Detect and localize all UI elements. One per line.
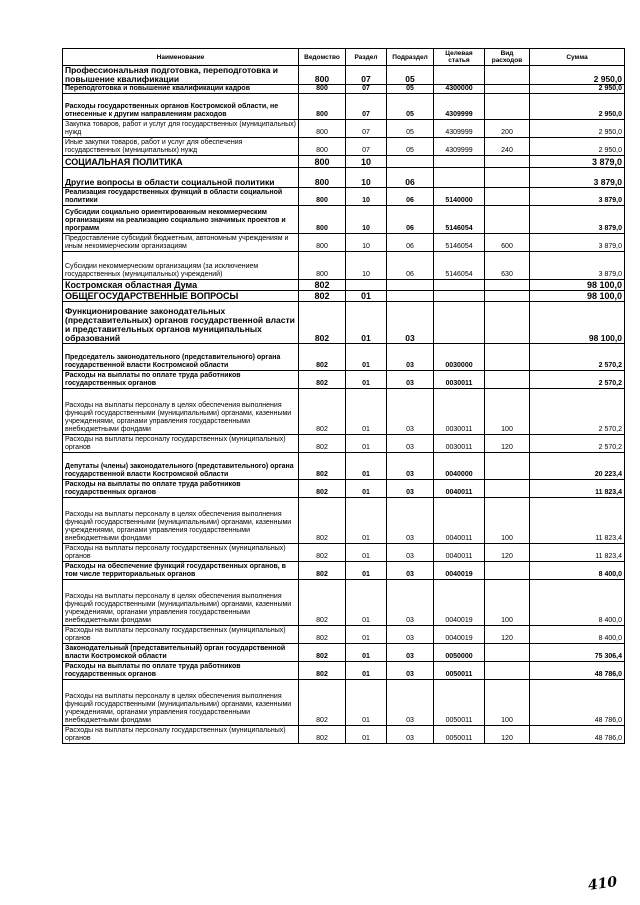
row-department: 802	[299, 302, 346, 344]
row-target-article: 0040011	[434, 480, 485, 498]
row-target-article: 0050011	[434, 662, 485, 680]
row-expense-type	[485, 85, 530, 94]
row-subsection: 05	[387, 94, 434, 120]
row-subsection: 06	[387, 168, 434, 188]
row-amount: 98 100,0	[530, 302, 625, 344]
table-row	[63, 94, 625, 120]
row-department: 800	[299, 85, 346, 94]
row-target-article: 0040000	[434, 453, 485, 480]
row-amount: 3 879,0	[530, 234, 625, 252]
row-section: 01	[346, 302, 387, 344]
header-expense-type: Вид расходов	[485, 49, 530, 66]
row-target-article	[434, 156, 485, 168]
row-section: 01	[346, 389, 387, 435]
row-amount: 98 100,0	[530, 291, 625, 302]
row-name: Расходы на выплаты персоналу государственных (муниципальных) органов	[63, 435, 299, 453]
row-name: Расходы на выплаты персоналу государственных (муниципальных) органов	[63, 726, 299, 744]
row-department: 802	[299, 389, 346, 435]
row-subsection: 05	[387, 120, 434, 138]
row-amount: 2 950,0	[530, 138, 625, 156]
row-department: 802	[299, 662, 346, 680]
table-row	[63, 168, 625, 188]
row-target-article: 0050000	[434, 644, 485, 662]
row-section: 10	[346, 168, 387, 188]
row-amount: 2 950,0	[530, 120, 625, 138]
row-name: ОБЩЕГОСУДАРСТВЕННЫЕ ВОПРОСЫ	[63, 291, 299, 302]
table-row	[63, 498, 625, 544]
row-section	[346, 280, 387, 291]
row-name: Расходы на выплаты по оплате труда работников государственных органов	[63, 662, 299, 680]
table-row	[63, 252, 625, 280]
table-row	[63, 389, 625, 435]
row-amount: 48 786,0	[530, 726, 625, 744]
row-name: Расходы на выплаты персоналу в целях обеспечения выполнения функций государственными (муниципальными) органами, казенными учреждениями, органами управления государственными внебюджетными фондами	[63, 580, 299, 626]
row-target-article: 5146054	[434, 252, 485, 280]
table-row	[63, 662, 625, 680]
row-amount: 3 879,0	[530, 252, 625, 280]
row-expense-type	[485, 371, 530, 389]
row-department: 802	[299, 562, 346, 580]
row-section: 10	[346, 188, 387, 206]
row-target-article	[434, 168, 485, 188]
row-name: Субсидии социально ориентированным некоммерческим организациям на реализацию социально значимых проектов и программ	[63, 206, 299, 234]
row-target-article: 0030000	[434, 344, 485, 371]
row-department: 802	[299, 291, 346, 302]
row-subsection: 03	[387, 726, 434, 744]
row-expense-type: 120	[485, 435, 530, 453]
row-name: Функционирование законодательных (представительных) органов государственной власти и представительных органов муниципальных образований	[63, 302, 299, 344]
row-name: Расходы на выплаты по оплате труда работников государственных органов	[63, 480, 299, 498]
table-row	[63, 206, 625, 234]
row-target-article: 0050011	[434, 680, 485, 726]
row-expense-type: 100	[485, 389, 530, 435]
table-row	[63, 371, 625, 389]
row-section: 01	[346, 644, 387, 662]
row-subsection: 06	[387, 188, 434, 206]
row-amount: 8 400,0	[530, 580, 625, 626]
row-amount: 3 879,0	[530, 168, 625, 188]
row-expense-type: 120	[485, 726, 530, 744]
row-subsection: 03	[387, 480, 434, 498]
row-department: 800	[299, 94, 346, 120]
row-expense-type: 100	[485, 580, 530, 626]
header-department: Ведомство	[299, 49, 346, 66]
row-subsection: 03	[387, 644, 434, 662]
row-subsection: 03	[387, 626, 434, 644]
row-subsection	[387, 291, 434, 302]
row-expense-type: 630	[485, 252, 530, 280]
table-row	[63, 435, 625, 453]
row-expense-type	[485, 453, 530, 480]
row-subsection	[387, 280, 434, 291]
row-amount: 2 570,2	[530, 371, 625, 389]
row-name: Расходы на обеспечение функций государственных органов, в том числе территориальных органов	[63, 562, 299, 580]
table-row	[63, 453, 625, 480]
row-expense-type	[485, 280, 530, 291]
row-section: 07	[346, 66, 387, 85]
row-target-article: 0030011	[434, 389, 485, 435]
row-name: СОЦИАЛЬНАЯ ПОЛИТИКА	[63, 156, 299, 168]
budget-sheet	[62, 48, 624, 744]
row-department: 800	[299, 120, 346, 138]
row-subsection	[387, 156, 434, 168]
row-section: 01	[346, 626, 387, 644]
table-row	[63, 480, 625, 498]
row-subsection: 03	[387, 371, 434, 389]
row-target-article: 4300000	[434, 85, 485, 94]
row-expense-type: 240	[485, 138, 530, 156]
row-subsection: 03	[387, 344, 434, 371]
row-expense-type: 100	[485, 498, 530, 544]
header-name: Наименование	[63, 49, 299, 66]
table-row	[63, 280, 625, 291]
row-target-article: 4309999	[434, 138, 485, 156]
table-row	[63, 138, 625, 156]
row-section: 07	[346, 138, 387, 156]
row-section: 10	[346, 156, 387, 168]
row-amount: 8 400,0	[530, 626, 625, 644]
row-department: 802	[299, 726, 346, 744]
row-subsection: 03	[387, 562, 434, 580]
header-section: Раздел	[346, 49, 387, 66]
row-section: 01	[346, 498, 387, 544]
table-row	[63, 156, 625, 168]
row-name: Переподготовка и повышение квалификации кадров	[63, 85, 299, 94]
row-target-article: 0030011	[434, 371, 485, 389]
table-body	[63, 66, 625, 744]
header-target-article: Целевая статья	[434, 49, 485, 66]
row-department: 802	[299, 580, 346, 626]
row-target-article: 0040011	[434, 498, 485, 544]
table-row	[63, 644, 625, 662]
row-name: Законодательный (представительный) орган государственной власти Костромской области	[63, 644, 299, 662]
row-department: 802	[299, 680, 346, 726]
row-expense-type	[485, 644, 530, 662]
row-expense-type	[485, 188, 530, 206]
row-name: Профессиональная подготовка, переподготовка и повышение квалификации	[63, 66, 299, 85]
row-department: 802	[299, 626, 346, 644]
row-expense-type: 120	[485, 544, 530, 562]
table-row	[63, 626, 625, 644]
row-amount: 11 823,4	[530, 498, 625, 544]
row-department: 802	[299, 453, 346, 480]
row-amount: 48 786,0	[530, 662, 625, 680]
row-name: Расходы на выплаты персоналу в целях обеспечения выполнения функций государственными (муниципальными) органами, казенными учреждениями, органами управления государственными внебюджетными фондами	[63, 498, 299, 544]
row-amount: 98 100,0	[530, 280, 625, 291]
row-amount: 2 950,0	[530, 66, 625, 85]
row-section: 01	[346, 435, 387, 453]
row-expense-type	[485, 302, 530, 344]
row-name: Костромская областная Дума	[63, 280, 299, 291]
row-section: 07	[346, 94, 387, 120]
row-name: Расходы на выплаты персоналу государственных (муниципальных) органов	[63, 544, 299, 562]
row-amount: 2 570,2	[530, 344, 625, 371]
row-expense-type	[485, 94, 530, 120]
header-amount: Сумма	[530, 49, 625, 66]
row-amount: 11 823,4	[530, 544, 625, 562]
row-expense-type	[485, 480, 530, 498]
table-row	[63, 291, 625, 302]
row-target-article: 5146054	[434, 206, 485, 234]
row-expense-type	[485, 206, 530, 234]
row-target-article: 4309999	[434, 94, 485, 120]
row-section: 10	[346, 206, 387, 234]
row-expense-type	[485, 344, 530, 371]
row-amount: 3 879,0	[530, 206, 625, 234]
row-department: 800	[299, 234, 346, 252]
row-name: Расходы государственных органов Костромской области, не отнесенные к другим направлениям расходов	[63, 94, 299, 120]
row-subsection: 03	[387, 498, 434, 544]
row-department: 800	[299, 252, 346, 280]
table-row	[63, 544, 625, 562]
row-target-article	[434, 291, 485, 302]
row-amount: 75 306,4	[530, 644, 625, 662]
row-department: 802	[299, 344, 346, 371]
row-target-article: 0050011	[434, 726, 485, 744]
row-target-article: 5146054	[434, 234, 485, 252]
table-row	[63, 580, 625, 626]
row-target-article: 0040019	[434, 562, 485, 580]
row-subsection: 03	[387, 662, 434, 680]
row-subsection: 03	[387, 453, 434, 480]
row-amount: 3 879,0	[530, 156, 625, 168]
row-name: Предоставление субсидий бюджетным, автономным учреждениям и иным некоммерческим организациям	[63, 234, 299, 252]
table-row	[63, 680, 625, 726]
row-section: 01	[346, 680, 387, 726]
row-subsection: 03	[387, 302, 434, 344]
table-row	[63, 66, 625, 85]
row-amount: 2 570,2	[530, 435, 625, 453]
row-expense-type: 600	[485, 234, 530, 252]
row-section: 01	[346, 453, 387, 480]
row-amount: 8 400,0	[530, 562, 625, 580]
row-section: 01	[346, 662, 387, 680]
row-section: 07	[346, 85, 387, 94]
row-department: 800	[299, 188, 346, 206]
row-subsection: 06	[387, 206, 434, 234]
row-department: 802	[299, 498, 346, 544]
row-name: Расходы на выплаты персоналу в целях обеспечения выполнения функций государственными (муниципальными) органами, казенными учреждениями, органами управления государственными внебюджетными фондами	[63, 680, 299, 726]
row-target-article: 0030011	[434, 435, 485, 453]
row-subsection: 03	[387, 680, 434, 726]
row-target-article: 0040011	[434, 544, 485, 562]
row-amount: 20 223,4	[530, 453, 625, 480]
table-header-row	[63, 49, 625, 66]
table-row	[63, 120, 625, 138]
row-amount: 11 823,4	[530, 480, 625, 498]
row-subsection: 05	[387, 138, 434, 156]
row-expense-type: 200	[485, 120, 530, 138]
row-department: 800	[299, 66, 346, 85]
row-target-article: 0040019	[434, 580, 485, 626]
row-section: 10	[346, 252, 387, 280]
row-amount: 2 950,0	[530, 94, 625, 120]
row-subsection: 05	[387, 66, 434, 85]
row-name: Субсидии некоммерческим организациям (за исключением государственных (муниципальных) учреждений)	[63, 252, 299, 280]
row-section: 01	[346, 544, 387, 562]
row-expense-type	[485, 168, 530, 188]
row-target-article: 5140000	[434, 188, 485, 206]
row-section: 01	[346, 291, 387, 302]
row-department: 800	[299, 206, 346, 234]
row-target-article: 4309999	[434, 120, 485, 138]
table-row	[63, 562, 625, 580]
row-name: Иные закупки товаров, работ и услуг для обеспечения государственных (муниципальных) нужд	[63, 138, 299, 156]
row-amount: 3 879,0	[530, 188, 625, 206]
row-section: 01	[346, 344, 387, 371]
row-department: 800	[299, 138, 346, 156]
row-name: Закупка товаров, работ и услуг для государственных (муниципальных) нужд	[63, 120, 299, 138]
row-section: 10	[346, 234, 387, 252]
table-row	[63, 302, 625, 344]
table-row	[63, 85, 625, 94]
row-expense-type	[485, 562, 530, 580]
row-section: 07	[346, 120, 387, 138]
row-expense-type	[485, 156, 530, 168]
row-amount: 2 570,2	[530, 389, 625, 435]
row-department: 802	[299, 435, 346, 453]
row-department: 802	[299, 544, 346, 562]
row-name: Председатель законодательного (представительного) органа государственной власти Костромской области	[63, 344, 299, 371]
row-department: 802	[299, 644, 346, 662]
row-subsection: 06	[387, 234, 434, 252]
row-target-article	[434, 66, 485, 85]
row-subsection: 03	[387, 580, 434, 626]
table-row	[63, 726, 625, 744]
row-department: 802	[299, 371, 346, 389]
row-department: 800	[299, 168, 346, 188]
table-row	[63, 234, 625, 252]
row-section: 01	[346, 371, 387, 389]
row-section: 01	[346, 580, 387, 626]
row-section: 01	[346, 562, 387, 580]
row-section: 01	[346, 726, 387, 744]
row-name: Депутаты (члены) законодательного (представительного) органа государственной власти Костромской области	[63, 453, 299, 480]
row-subsection: 05	[387, 85, 434, 94]
row-subsection: 03	[387, 435, 434, 453]
row-name: Расходы на выплаты персоналу государственных (муниципальных) органов	[63, 626, 299, 644]
row-name: Расходы на выплаты персоналу в целях обеспечения выполнения функций государственными (муниципальными) органами, казенными учреждениями, органами управления государственными внебюджетными фондами	[63, 389, 299, 435]
row-name: Расходы на выплаты по оплате труда работников государственных органов	[63, 371, 299, 389]
header-subsection: Подраздел	[387, 49, 434, 66]
row-section: 01	[346, 480, 387, 498]
row-expense-type: 100	[485, 680, 530, 726]
row-amount: 2 950,0	[530, 85, 625, 94]
row-expense-type	[485, 291, 530, 302]
table-row	[63, 188, 625, 206]
row-department: 802	[299, 280, 346, 291]
row-target-article	[434, 280, 485, 291]
row-subsection: 06	[387, 252, 434, 280]
row-target-article: 0040019	[434, 626, 485, 644]
row-amount: 48 786,0	[530, 680, 625, 726]
page-number: 410	[587, 874, 619, 894]
budget-table	[62, 48, 625, 744]
row-department: 800	[299, 156, 346, 168]
row-subsection: 03	[387, 389, 434, 435]
row-department: 802	[299, 480, 346, 498]
row-subsection: 03	[387, 544, 434, 562]
table-row	[63, 344, 625, 371]
row-expense-type	[485, 662, 530, 680]
row-target-article	[434, 302, 485, 344]
row-name: Другие вопросы в области социальной политики	[63, 168, 299, 188]
row-expense-type	[485, 66, 530, 85]
row-name: Реализация государственных функций в области социальной политики	[63, 188, 299, 206]
row-expense-type: 120	[485, 626, 530, 644]
